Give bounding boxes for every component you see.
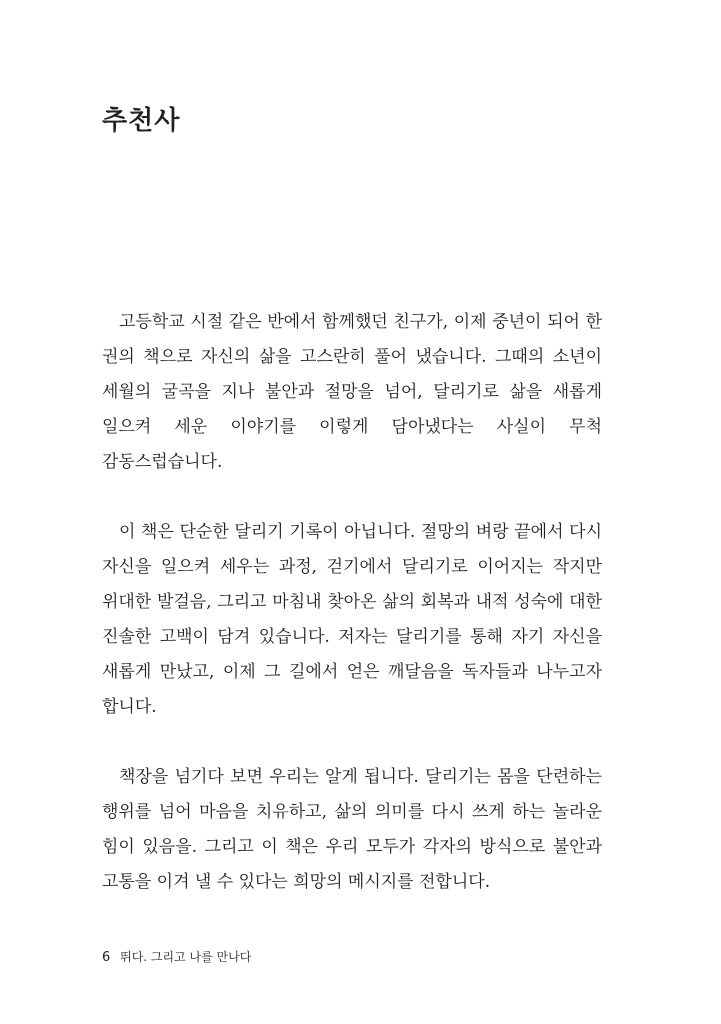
page-title: 추천사: [102, 106, 181, 136]
page-number: 6: [102, 950, 111, 965]
running-title: 뛰다. 그리고 나를 만나다: [120, 950, 252, 964]
paragraph-2: 이 책은 단순한 달리기 기록이 아닙니다. 절망의 벼랑 끝에서 다시 자신을 일으켜 세우는 과정, 걷기에서 달리기로 이어지는 작지만 위대한 발걸음, 그리고 마침내 찾아온 삶의 회복과 내적 성숙에 대한 진솔한 고백이 담겨 있습니다. 저자는 달리기를 통해 자기 자신을 새롭게 만났고, 이제 그 길에서 얻은 깨달음을 독자들과 나누고자 합니다.: [102, 522, 602, 717]
paragraph-1: 고등학교 시절 같은 반에서 함께했던 친구가, 이제 중년이 되어 한 권의 책으로 자신의 삶을 고스란히 풀어 냈습니다. 그때의 소년이 세월의 굴곡을 지나 불안과 절망을 넘어, 달리기로 삶을 새롭게 일으켜 세운 이야기를 이렇게 담아냈다는 사실이 무척 감동스럽습니다.: [102, 312, 602, 472]
paragraph-3: 책장을 넘기다 보면 우리는 알게 됩니다. 달리기는 몸을 단련하는 행위를 넘어 마음을 치유하고, 삶의 의미를 다시 쓰게 하는 놀라운 힘이 있음을. 그리고 이 책은 우리 모두가 각자의 방식으로 불안과 고통을 이겨 낼 수 있다는 희망의 메시지를 전합니다.: [102, 767, 602, 892]
body-text: [102, 305, 602, 935]
page-footer: [102, 948, 251, 965]
